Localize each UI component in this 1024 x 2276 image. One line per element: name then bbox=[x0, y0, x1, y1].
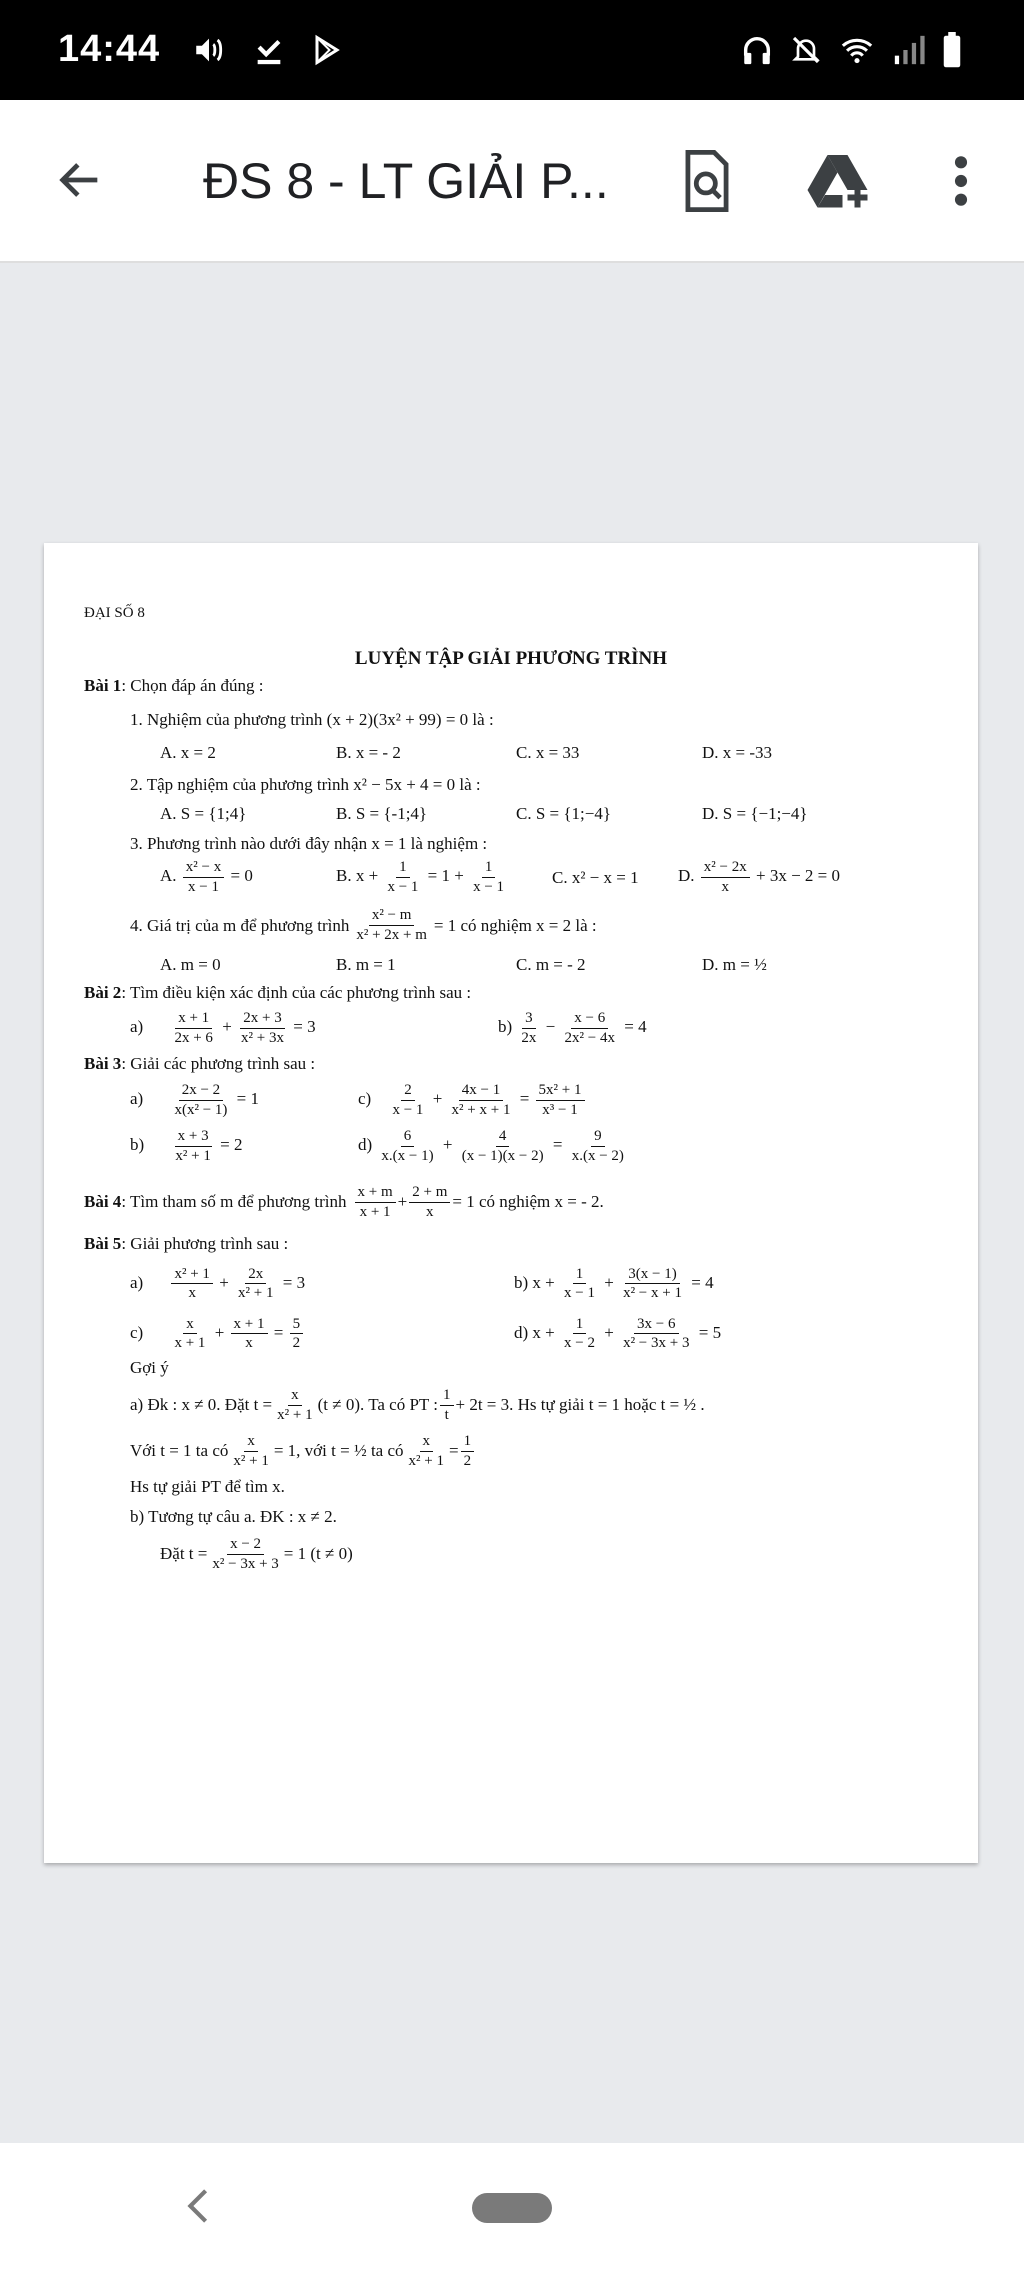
more-vert-icon bbox=[953, 153, 969, 214]
bai5-d: d) x + $\frac{1}{x - 2}$ + $\frac{3x - 6}{\text{x² − 3x + 3}}$ = 5 bbox=[514, 1315, 722, 1352]
bai3-b: b) $\frac{x + 3}{\text{x² + 1}}$ = 2 bbox=[130, 1128, 243, 1164]
home-pill-icon[interactable] bbox=[472, 2193, 552, 2223]
bai5-c: c) $\frac{x}{x + 1}$ + $\frac{x + 1}{x}$ = $\frac{5}{2}$ bbox=[130, 1316, 514, 1352]
option: B. S = {-1;4} bbox=[336, 804, 428, 824]
option-b: B. x + $\frac{1}{x - 1}$ = 1 + $\frac{1}{x - 1}$ bbox=[336, 859, 552, 895]
option: C. m = - 2 bbox=[516, 955, 586, 975]
document-viewer[interactable] bbox=[0, 263, 1024, 2143]
wifi-icon bbox=[838, 33, 876, 72]
fraction: $\frac{\text{x² − x}}{x - 1}$ bbox=[183, 859, 224, 895]
bai1-q4-options bbox=[84, 955, 938, 975]
app-bar bbox=[0, 100, 1024, 263]
bai3-c: c) $\frac{2}{x - 1}$ + $\frac{4x - 1}{\text{x² + x + 1}}$ = $\frac{\text{5x² + 1}}{\text{x³ − 1}}$ bbox=[358, 1082, 587, 1118]
hint-line-2: Với t = 1 ta có $\frac{x}{\text{x² + 1}}$ = 1, với t = ½ ta có $\frac{x}{\text{x² + 1}}$ = $\frac{1}{2}$ bbox=[84, 1433, 938, 1469]
bai3-row2 bbox=[84, 1128, 938, 1164]
bai5-b: b) x + $\frac{1}{x - 1}$ + $\frac{3(x - 1)}{\text{x² − x + 1}}$ = 4 bbox=[514, 1265, 714, 1302]
fraction: $\frac{\text{x² − m}}{\text{x² + 2x + m}}$ bbox=[356, 907, 427, 943]
bai1-q1-stem: 1. Nghiệm của phương trình (x + 2)(3x² + 99) = 0 là : bbox=[130, 709, 494, 729]
option: D. x = -33 bbox=[702, 743, 773, 763]
add-to-drive-button[interactable] bbox=[800, 146, 880, 218]
play-store-icon bbox=[312, 33, 342, 72]
option: A. m = 0 bbox=[160, 955, 221, 975]
bai2-b: b) $\frac{3}{2x}$ − $\frac{x - 6}{\text{2x² − 4x}}$ = 4 bbox=[498, 1010, 647, 1046]
more-options-button[interactable] bbox=[936, 148, 986, 218]
fraction: $\frac{\text{x² − 2x}}{x}$ bbox=[701, 859, 750, 895]
option: C. S = {1;−4} bbox=[516, 804, 612, 824]
headphones-icon bbox=[740, 33, 774, 72]
fraction: $\frac{1}{x - 1}$ bbox=[387, 859, 419, 895]
battery-icon bbox=[942, 32, 962, 73]
bai3-row1 bbox=[84, 1082, 938, 1118]
bai1-q4-stem: 4. Giá trị của m để phương trình $\frac{\text{x² − m}}{\text{x² + 2x + m}}$ = 1 có nghiệm x = 2 là : bbox=[130, 907, 597, 943]
search-document-icon bbox=[680, 150, 734, 217]
bai1-q2-stem: 2. Tập nghiệm của phương trình x² − 5x + 4 = 0 là : bbox=[130, 774, 481, 794]
search-in-document-button[interactable] bbox=[672, 148, 742, 218]
bai1-q2-options bbox=[84, 804, 938, 824]
bai2-equations bbox=[84, 1010, 938, 1046]
navigation-bar bbox=[0, 2143, 1024, 2276]
back-arrow-icon bbox=[54, 154, 106, 211]
option: A. x = 2 bbox=[160, 743, 216, 763]
mute-icon bbox=[790, 33, 822, 72]
bai3-heading: Bài 3 : Giải các phương trình sau : bbox=[84, 1054, 316, 1074]
option-a: A. $\frac{\text{x² − x}}{x - 1}$ = 0 bbox=[160, 859, 253, 895]
app-title: ĐS 8 - LT GIẢI P... bbox=[203, 153, 609, 209]
bai1-heading: Bài 1 : Chọn đáp án đúng : bbox=[84, 676, 264, 696]
fraction: $\frac{1}{x - 1}$ bbox=[473, 859, 505, 895]
back-button[interactable] bbox=[48, 150, 112, 214]
bai4: Bài 4 : Tìm tham số m để phương trình $\frac{x + m}{x + 1}$ + $\frac{2 + m}{x}$ = 1 có nghiệm x = - 2. bbox=[84, 1184, 604, 1220]
bai3-a: a) $\frac{2x - 2}{\text{x(x² − 1)}}$ = 1 bbox=[130, 1082, 260, 1118]
bai5-a: a) $\frac{\text{x² + 1}}{x}$ + $\frac{2x}{\text{x² + 1}}$ = 3 bbox=[130, 1265, 306, 1302]
signal-icon bbox=[892, 33, 926, 72]
bai1-q3-options bbox=[84, 859, 938, 895]
volume-icon bbox=[192, 33, 226, 72]
bai5-row2 bbox=[84, 1316, 938, 1352]
option-c: C. x² − x = 1 bbox=[552, 867, 639, 887]
hint-line-3: Hs tự giải PT để tìm x. bbox=[130, 1477, 285, 1497]
download-done-icon bbox=[252, 33, 286, 72]
bai1-q1-options bbox=[84, 743, 938, 763]
bai2-a: a) $\frac{x + 1}{2x + 6}$ + $\frac{2x + 3}{\text{x² + 3x}}$ = 3 bbox=[130, 1010, 316, 1046]
document-page bbox=[44, 543, 978, 1863]
option: B. x = - 2 bbox=[336, 743, 401, 763]
bai2-heading: Bài 2 : Tìm điều kiện xác định của các phương trình sau : bbox=[84, 982, 472, 1002]
add-to-drive-icon bbox=[805, 149, 875, 216]
nav-back-icon bbox=[186, 2187, 210, 2230]
option-d: D. $\frac{\text{x² − 2x}}{x}$ + 3x − 2 = 0 bbox=[678, 859, 841, 895]
bai1-q3-stem: 3. Phương trình nào dưới đây nhận x = 1 là nghiệm : bbox=[130, 833, 488, 853]
hint-title: Gợi ý bbox=[130, 1357, 169, 1377]
doc-header: ĐẠI SỐ 8 bbox=[84, 605, 145, 621]
hint-line-4: b) Tương tự câu a. ĐK : x ≠ 2. bbox=[130, 1506, 337, 1526]
option: B. m = 1 bbox=[336, 955, 396, 975]
bai5-heading: Bài 5 : Giải phương trình sau : bbox=[84, 1234, 289, 1254]
doc-title: LUYỆN TẬP GIẢI PHƯƠNG TRÌNH bbox=[354, 648, 668, 670]
hint-line-1: a) Đk : x ≠ 0. Đặt t = $\frac{x}{\text{x² + 1}}$ (t ≠ 0). Ta có PT : $\frac{1}{t}$ + 2t = 3. Hs tự giải t = 1 hoặc t = ½ . bbox=[130, 1387, 705, 1423]
nav-back-button[interactable] bbox=[178, 2183, 218, 2233]
option: C. x = 33 bbox=[516, 743, 580, 763]
status-bar bbox=[0, 0, 1024, 100]
bai3-d: d) $\frac{6}{x.(x - 1)}$ + $\frac{4}{(x - 1)(x - 2)}$ = $\frac{9}{x.(x - 2)}$ bbox=[358, 1128, 624, 1164]
hint-line-5: Đặt t = $\frac{x - 2}{\text{x² − 3x + 3}}$ = 1 (t ≠ 0) bbox=[160, 1536, 353, 1572]
bai5-row1 bbox=[84, 1266, 938, 1302]
option: D. m = ½ bbox=[702, 955, 767, 975]
status-time: 14:44 bbox=[58, 28, 161, 70]
option: A. S = {1;4} bbox=[160, 804, 247, 824]
option: D. S = {−1;−4} bbox=[702, 804, 808, 824]
